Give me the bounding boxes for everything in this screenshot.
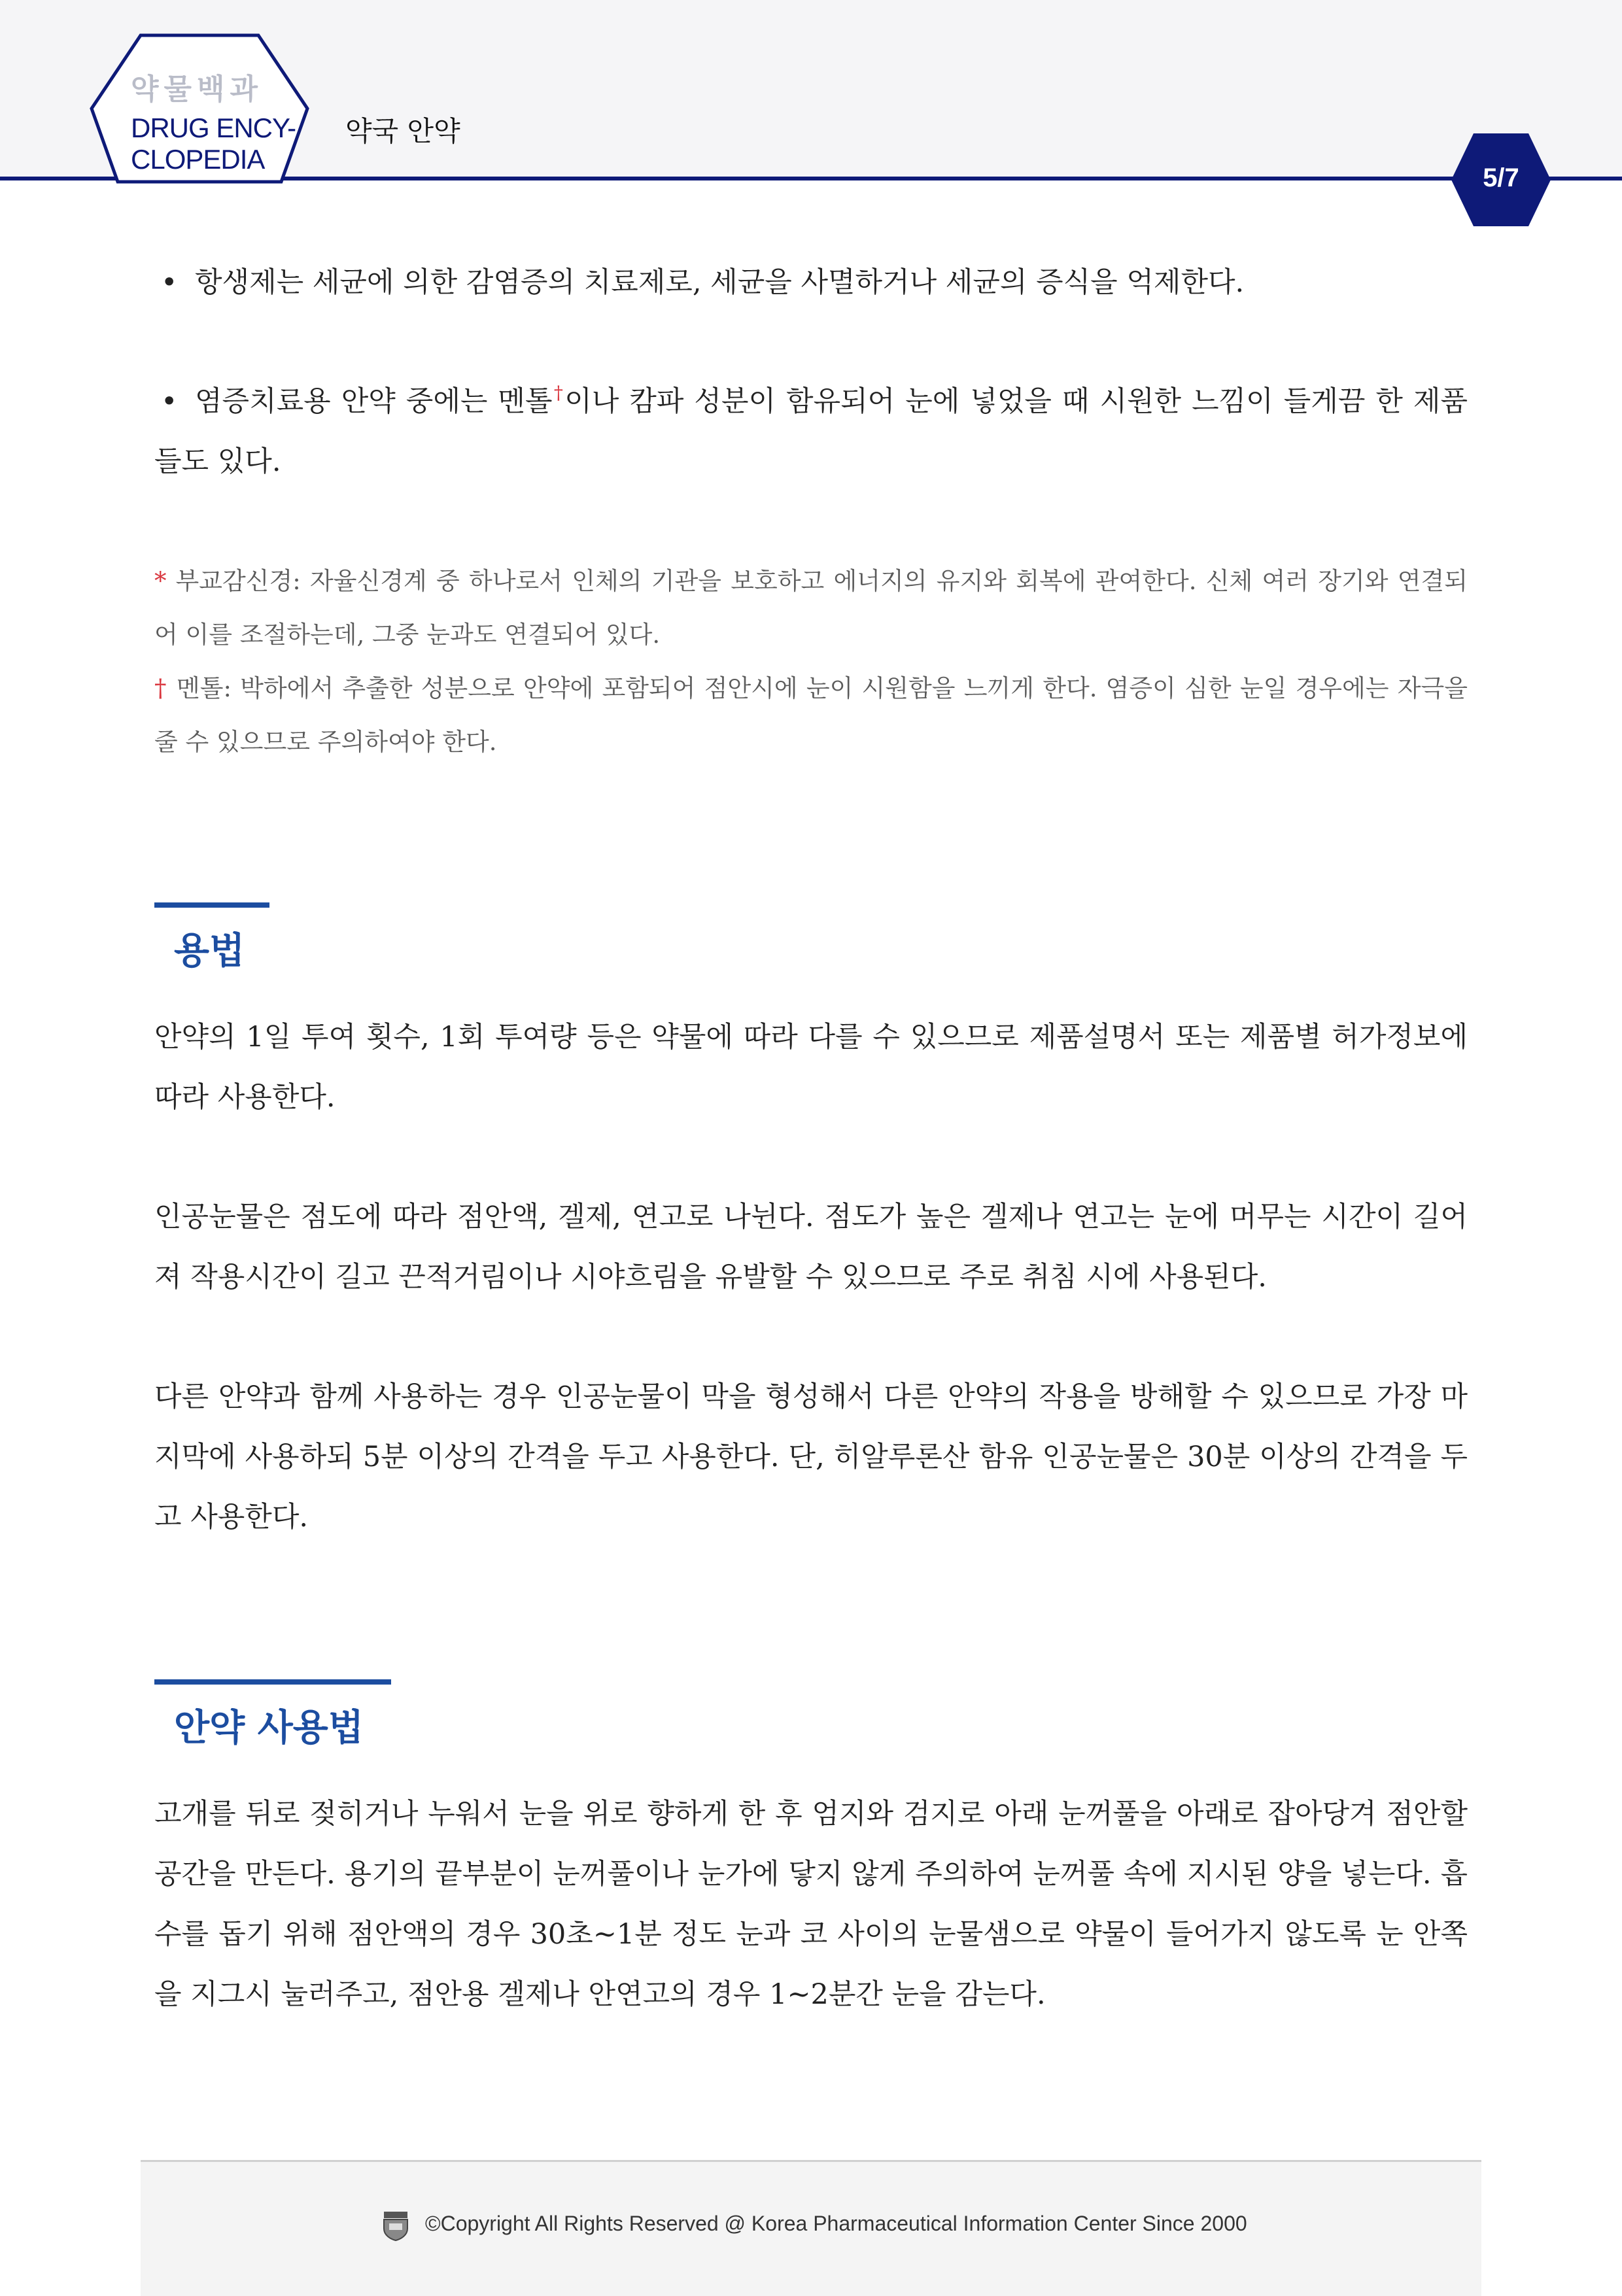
page-title: 약국 안약 — [345, 115, 460, 147]
page-number: 5/7 — [1483, 163, 1519, 192]
footnote-item — [154, 662, 1468, 769]
shield-crest-icon — [381, 2210, 410, 2242]
usage-paragraph — [154, 1007, 1468, 1127]
logo-english-text — [131, 112, 296, 175]
intro-bullet-2 — [154, 371, 1468, 492]
footnote-text: 멘톨: 박하에서 추출한 성분으로 안약에 포함되어 점안시에 눈이 시원함을 느끼게 한다. 염증이 심한 눈일 경우에는 자극을 줄 수 있으므로 주의하여야 한다. — [154, 674, 1468, 756]
howto-paragraph — [154, 1784, 1468, 2025]
bullet-item — [154, 252, 1468, 313]
bullet-item — [154, 371, 1468, 492]
paragraph: 안약의 1일 투여 횟수, 1회 투여량 등은 약물에 따라 다를 수 있으므로 제품설명서 또는 제품별 허가정보에 따라 사용한다. — [154, 1021, 1468, 1114]
usage-paragraph — [154, 1367, 1468, 1547]
footnotes — [154, 555, 1468, 769]
footnote-item — [154, 555, 1468, 662]
bullet-text: 항생제는 세균에 의한 감염증의 치료제로, 세균을 사멸하거나 세균의 증식을 억제한다. — [195, 266, 1245, 299]
section-title-usage: 용법 — [174, 930, 245, 972]
paragraph: 인공눈물은 점도에 따라 점안액, 겔제, 연고로 나뉜다. 점도가 높은 겔제나 연고는 눈에 머무는 시간이 길어져 작용시간이 길고 끈적거림이나 시야흐림을 유발할 수 있으므로 주로 취침 시에 사용된다. — [154, 1201, 1468, 1294]
logo-korean-text: 약물백과 — [131, 73, 264, 106]
footnote-marker: † — [552, 382, 565, 403]
intro-bullets — [154, 252, 1468, 313]
logo-english-line1: DRUG ENCY- — [131, 112, 296, 143]
bullet-dot-icon: • — [161, 266, 178, 299]
logo-english-line2: CLOPEDIA — [131, 144, 265, 175]
paragraph: 고개를 뒤로 젖히거나 누워서 눈을 위로 향하게 한 후 엄지와 검지로 아래 눈꺼풀을 아래로 잡아당겨 점안할 공간을 만든다. 용기의 끝부분이 눈꺼풀이나 눈가에 닿지 않게 주의하여 눈꺼풀 속에 지시된 양을 넣는다. 흡수를 돕기 위해 점안액의 경우 30초~1분 정도 눈과 코 사이의 눈물샘으로 약물이 들어가지 않도록 눈 안쪽을 지그시 눌러주고, 점안용 겔제나 안연고의 경우 1~2분간 눈을 감는다. — [154, 1798, 1468, 2011]
section-accent-bar — [154, 902, 269, 908]
section-title-howto: 안약 사용법 — [174, 1707, 364, 1749]
bullet-text-after: 이나 캄파 성분이 함유되어 눈에 넣었을 때 시원한 느낌이 들게끔 한 제품들도 있다. — [154, 385, 1468, 478]
usage-paragraph — [154, 1187, 1468, 1307]
bullet-dot-icon: • — [161, 385, 178, 418]
section-accent-bar — [154, 1679, 391, 1685]
footnote-symbol: * — [154, 567, 167, 595]
footnote-text: 부교감신경: 자율신경계 중 하나로서 인체의 기관을 보호하고 에너지의 유지와 회복에 관여한다. 신체 여러 장기와 연결되어 이를 조절하는데, 그중 눈과도 연결되어 있다. — [154, 567, 1468, 649]
bullet-text-before: 염증치료용 안약 중에는 멘톨 — [195, 385, 553, 418]
footnote-symbol: † — [154, 674, 167, 702]
copyright-text: ©Copyright All Rights Reserved @ Korea Pharmaceutical Information Center Since 2000 — [425, 2212, 1247, 2235]
paragraph: 다른 안약과 함께 사용하는 경우 인공눈물이 막을 형성해서 다른 안약의 작용을 방해할 수 있으므로 가장 마지막에 사용하되 5분 이상의 간격을 두고 사용한다. 단, 히알루론산 함유 인공눈물은 30분 이상의 간격을 두고 사용한다. — [154, 1380, 1468, 1534]
